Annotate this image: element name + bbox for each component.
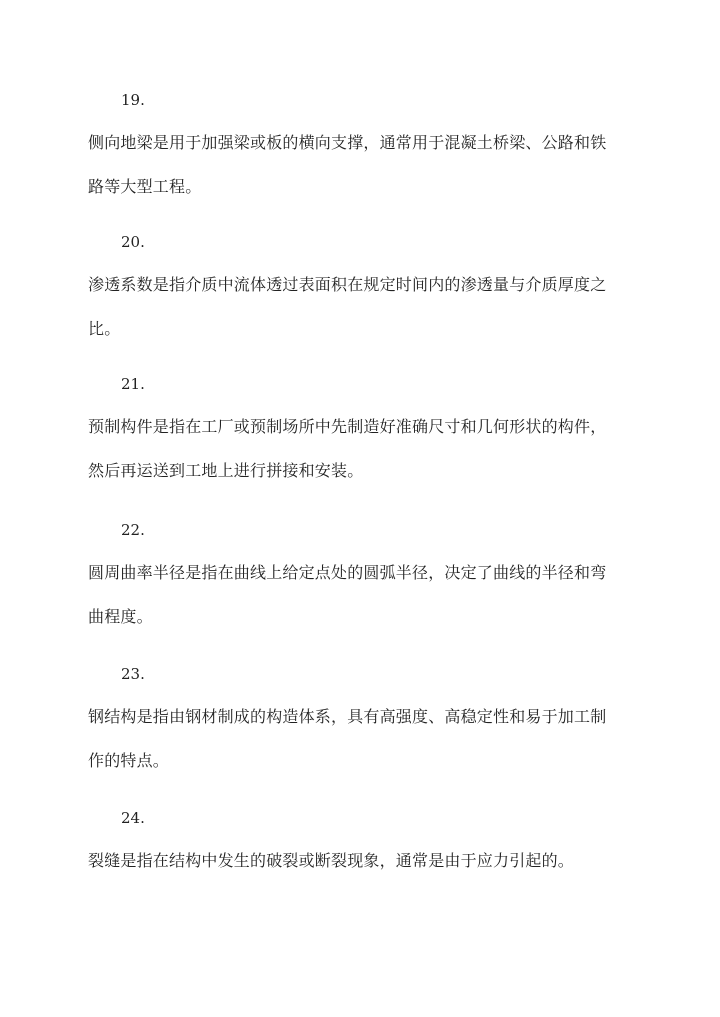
entry-number: 23.	[121, 665, 145, 683]
entry-text-line-2: 然后再运送到工地上进行拼接和安装。	[88, 461, 364, 480]
entry-number: 22.	[121, 521, 145, 539]
entry-text-line-2: 路等大型工程。	[88, 177, 202, 196]
entry-text-line-2: 曲程度。	[88, 607, 153, 626]
entry-number: 20.	[121, 233, 145, 251]
entry-text-line-1: 侧向地梁是用于加强梁或板的横向支撑，通常用于混凝土桥梁、公路和铁	[88, 133, 607, 152]
entry-text-line-1: 渗透系数是指介质中流体透过表面积在规定时间内的渗透量与介质厚度之	[88, 275, 607, 294]
entry-text-line-1: 裂缝是指在结构中发生的破裂或断裂现象，通常是由于应力引起的。	[88, 851, 575, 870]
entry-number: 24.	[121, 809, 145, 827]
entry-number: 19.	[121, 91, 145, 109]
entry-text-line-2: 比。	[88, 319, 121, 338]
entry-text-line-2: 作的特点。	[88, 751, 170, 770]
entry-text-line-1: 钢结构是指由钢材制成的构造体系，具有高强度、高稳定性和易于加工制	[88, 707, 607, 726]
entry-text-line-1: 圆周曲率半径是指在曲线上给定点处的圆弧半径，决定了曲线的半径和弯	[88, 563, 607, 582]
entry-number: 21.	[121, 375, 145, 393]
entry-text-line-1: 预制构件是指在工厂或预制场所中先制造好准确尺寸和几何形状的构件，	[88, 417, 607, 436]
